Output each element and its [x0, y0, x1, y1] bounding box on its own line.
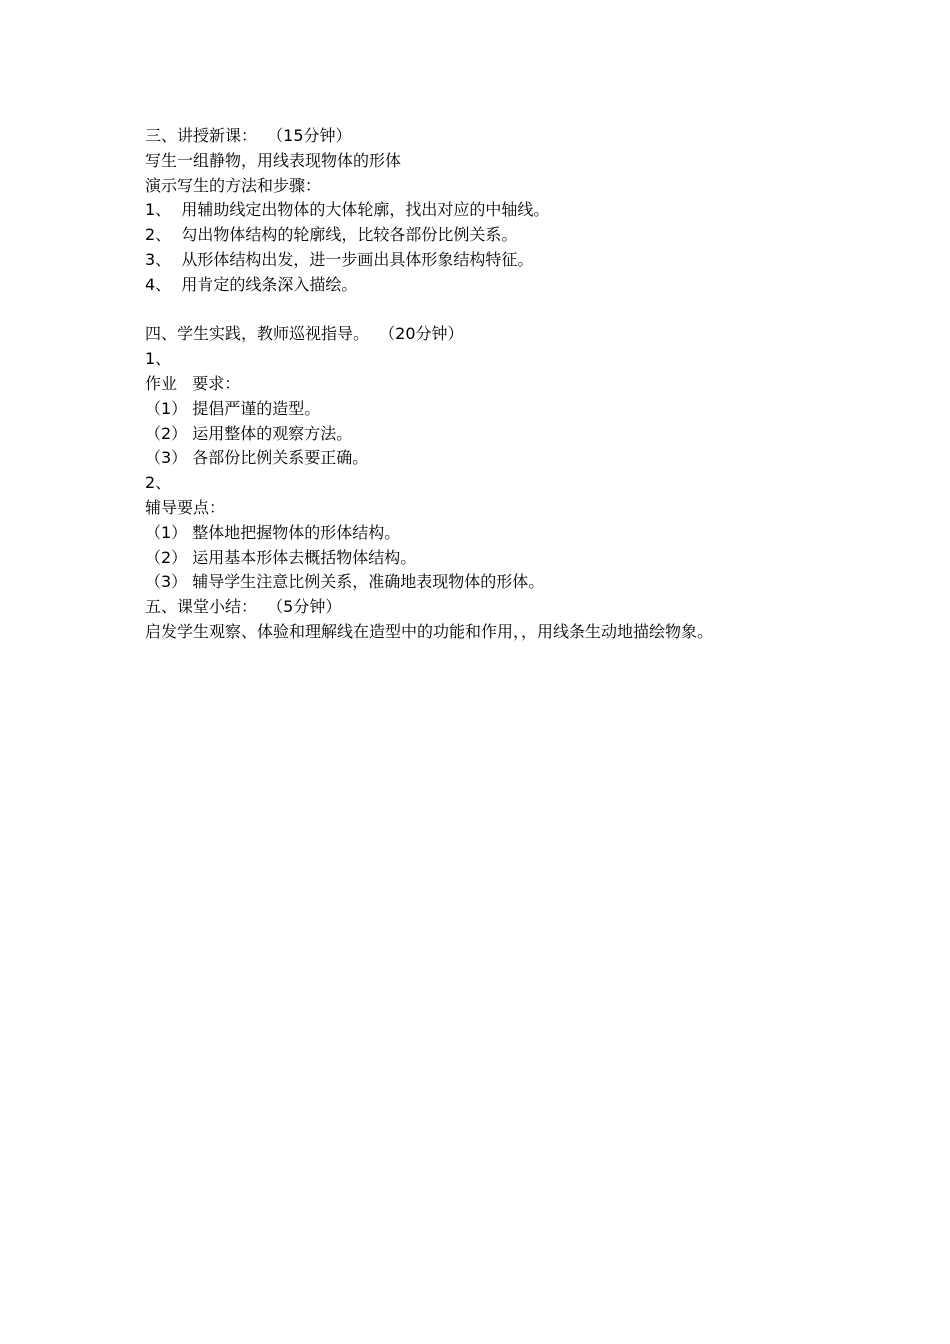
step-text: 勾出物体结构的轮廓线，比较各部份比例关系。 — [181, 225, 518, 245]
step-text: 用肯定的线条深入描绘。 — [181, 274, 358, 294]
guidance-text: 运用基本形体去概括物体结构。 — [192, 547, 417, 567]
step-number: 1、 — [145, 200, 172, 220]
requirement-number: （1） — [145, 398, 188, 418]
guidance-item — [145, 546, 865, 571]
requirement-number: （2） — [145, 423, 188, 443]
guidance-label: 辅导要点： — [145, 497, 226, 517]
step-number: 2、 — [145, 225, 172, 245]
requirement-item — [145, 397, 865, 422]
guidance-number: （2） — [145, 547, 188, 567]
requirement-number: （3） — [145, 448, 188, 468]
requirement-text: 运用整体的观察方法。 — [192, 423, 353, 443]
step-item — [145, 223, 865, 248]
step-text: 用辅助线定出物体的大体轮廓，找出对应的中轴线。 — [181, 200, 550, 220]
guidance-text: 整体地把握物体的形体结构。 — [192, 522, 401, 542]
step-text: 从形体结构出发，进一步画出具体形象结构特征。 — [181, 249, 534, 269]
guidance-number: （3） — [145, 572, 188, 592]
section-3-line-1: 写生一组静物，用线表现物体的形体 — [145, 150, 402, 170]
guidance-item — [145, 521, 865, 546]
requirement-text: 提倡严谨的造型。 — [192, 398, 321, 418]
part-2-number: 2、 — [145, 473, 172, 493]
section-3-heading: 三、讲授新课： （15分钟） — [145, 126, 352, 145]
spacer — [145, 298, 865, 323]
step-item — [145, 198, 865, 223]
homework-label: 作业 要求： — [145, 373, 241, 393]
guidance-item — [145, 570, 865, 595]
part-1-number: 1、 — [145, 349, 172, 369]
requirement-item — [145, 446, 865, 471]
step-item — [145, 273, 865, 298]
guidance-text: 辅导学生注意比例关系，准确地表现物体的形体。 — [192, 572, 545, 592]
step-item — [145, 248, 865, 273]
section-3-line-2: 演示写生的方法和步骤： — [145, 175, 322, 195]
step-number: 4、 — [145, 274, 172, 294]
section-4-heading: 四、学生实践，教师巡视指导。 （20分钟） — [145, 324, 464, 344]
document-body — [145, 124, 865, 645]
step-number: 3、 — [145, 249, 172, 269]
requirement-text: 各部份比例关系要正确。 — [192, 448, 369, 468]
section-5-text: 启发学生观察、体验和理解线在造型中的功能和作用，，用线条生动地描绘物象。 — [145, 621, 714, 641]
guidance-number: （1） — [145, 522, 188, 542]
requirement-item — [145, 422, 865, 447]
section-5-heading: 五、课堂小结： （5分钟） — [145, 597, 342, 617]
